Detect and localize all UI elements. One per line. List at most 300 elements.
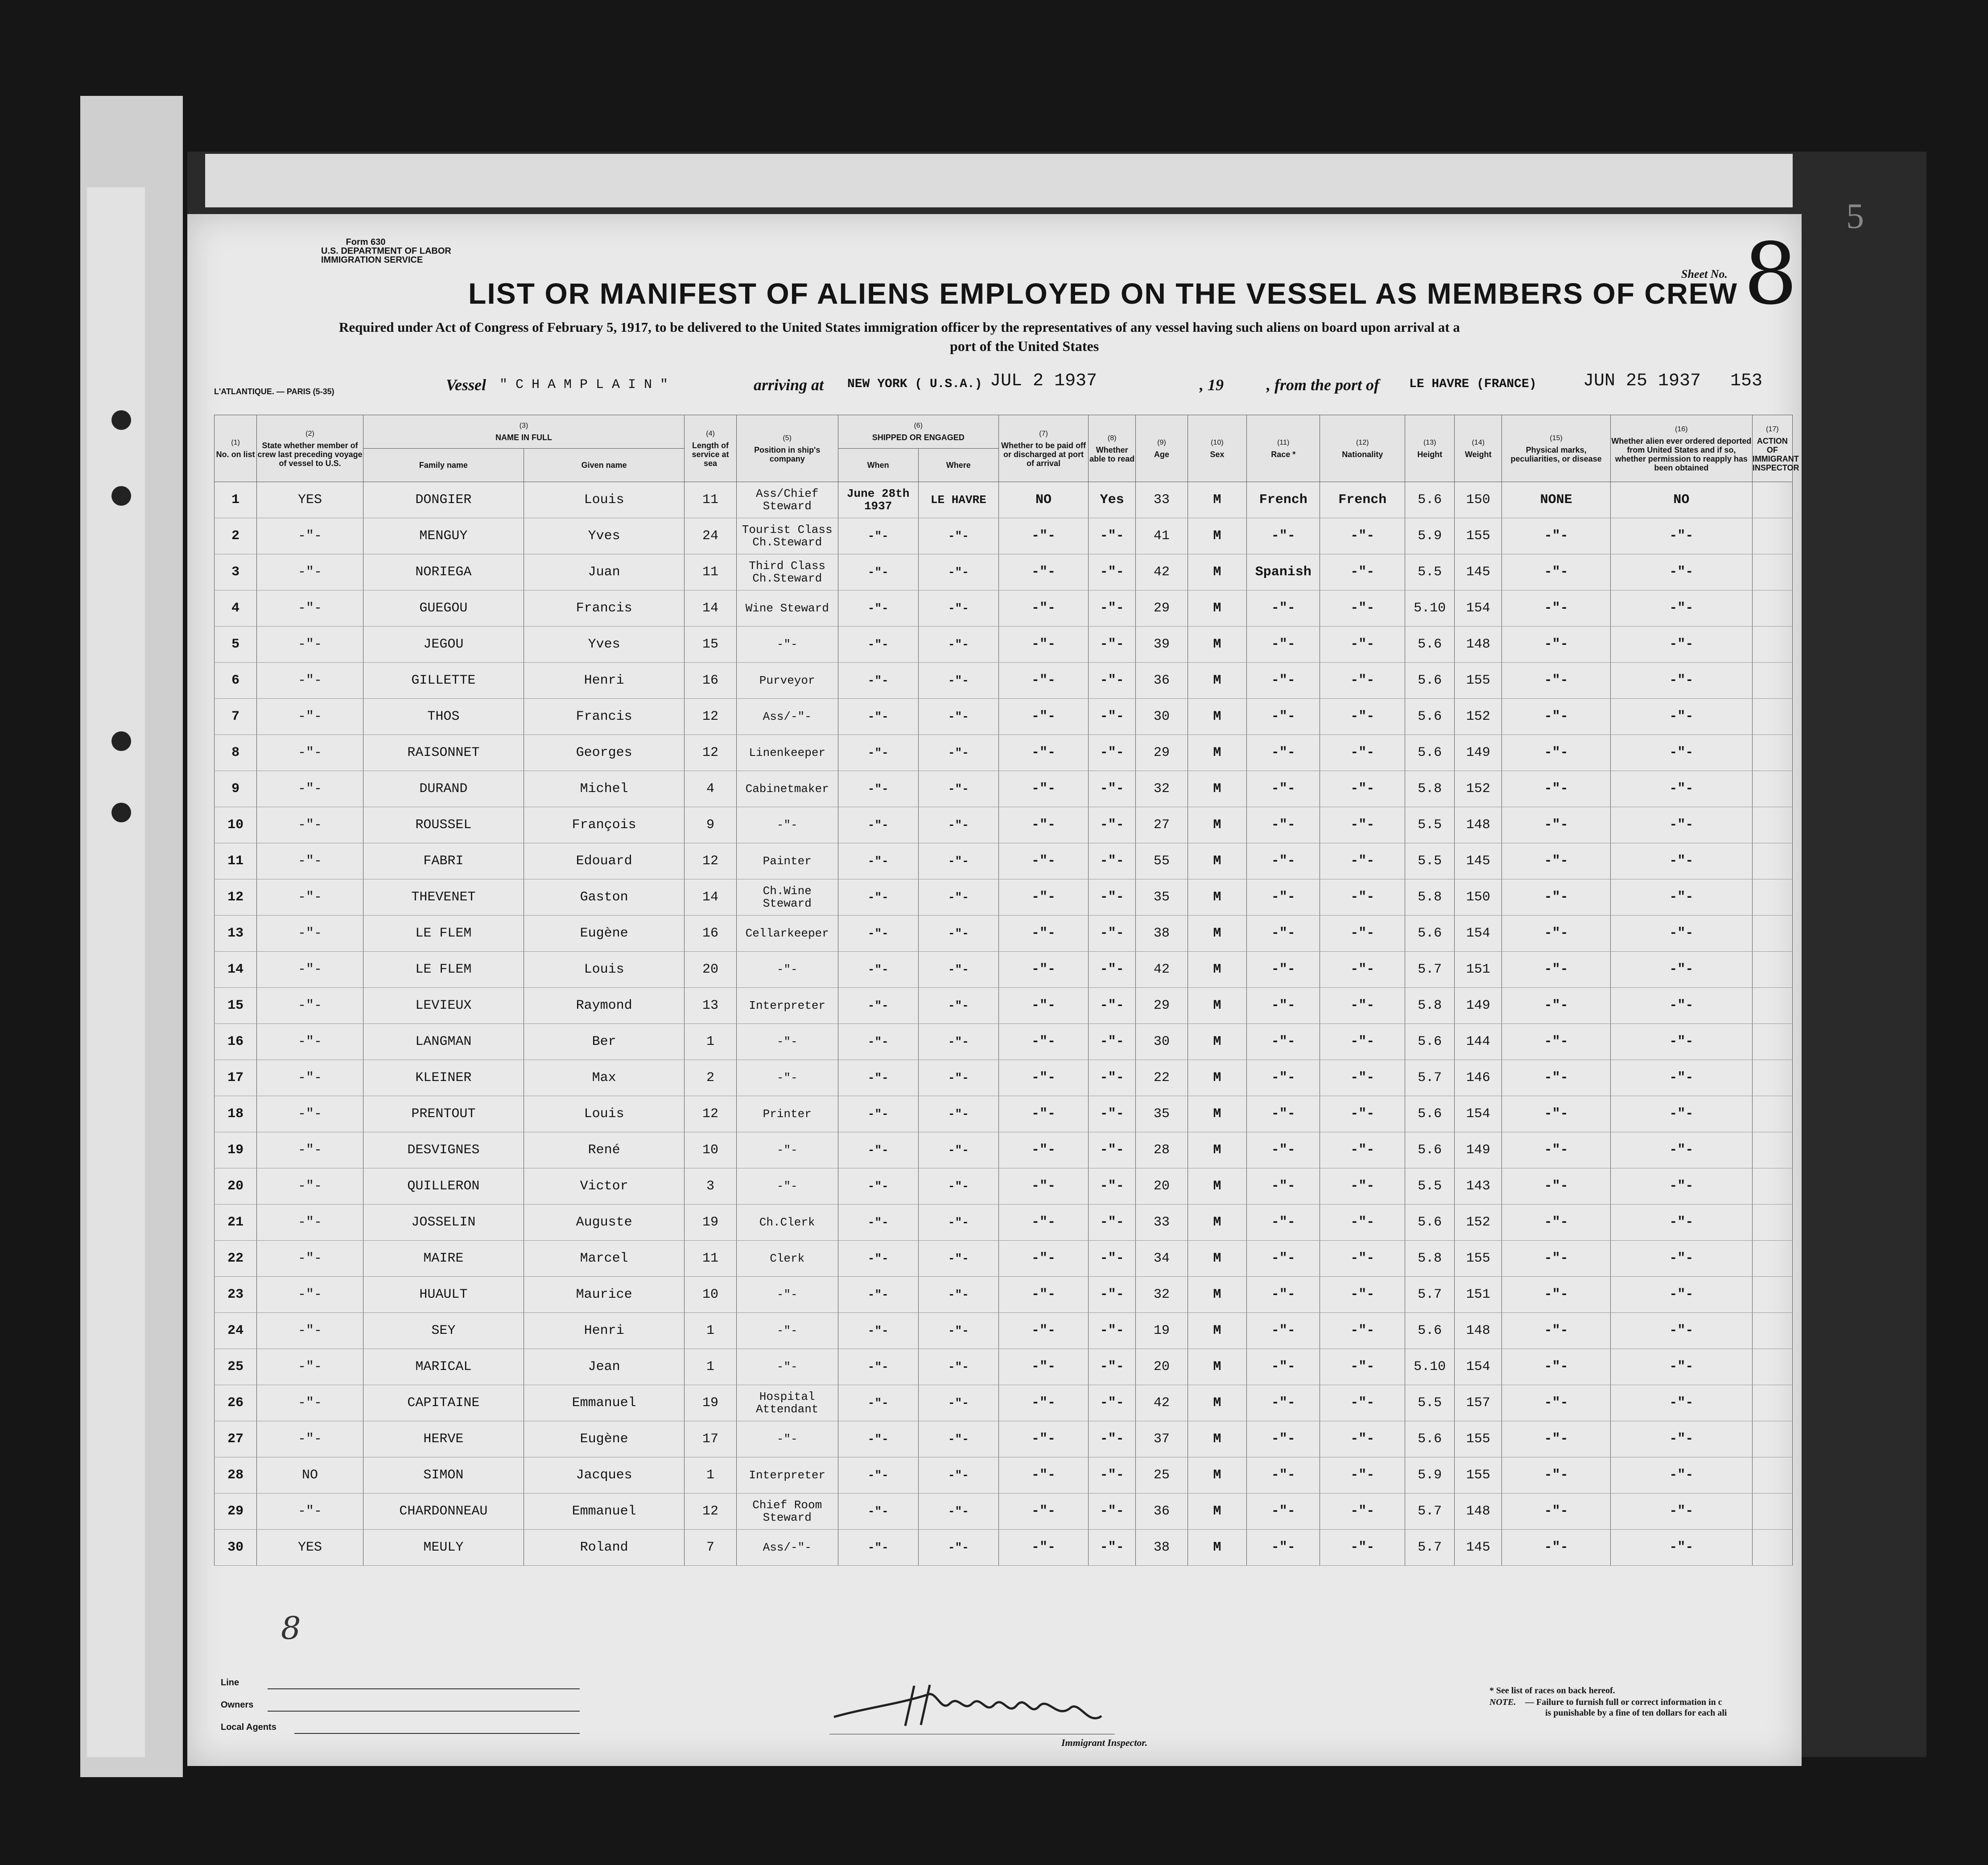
table-row [214, 1421, 1793, 1457]
cell-when: -"- [838, 807, 918, 843]
table-row [214, 807, 1793, 843]
cell-marks: -"- [1502, 952, 1611, 988]
cell-when: -"- [838, 627, 918, 663]
col-header-sex: (10) Sex [1188, 415, 1246, 482]
cell-weight: 151 [1455, 1277, 1502, 1313]
cell-weight: 143 [1455, 1168, 1502, 1205]
cell-given-name: Juan [524, 554, 685, 590]
cell-no: 3 [214, 554, 257, 590]
cell-no: 19 [214, 1132, 257, 1168]
cell-last-voyage: -"- [257, 1349, 363, 1385]
cell-when: -"- [838, 843, 918, 879]
cell-read: -"- [1089, 1132, 1136, 1168]
cell-where: -"- [918, 699, 998, 735]
cell-deported: -"- [1610, 518, 1752, 554]
cell-family-name: MARICAL [363, 1349, 524, 1385]
cell-when: -"- [838, 1168, 918, 1205]
cell-paid-off: -"- [998, 1132, 1088, 1168]
cell-family-name: SEY [363, 1313, 524, 1349]
cell-no: 18 [214, 1096, 257, 1132]
cell-age: 32 [1136, 1277, 1188, 1313]
cell-when: -"- [838, 1205, 918, 1241]
cell-paid-off: -"- [998, 1385, 1088, 1421]
cell-race: -"- [1247, 627, 1320, 663]
cell-position: -"- [736, 1277, 838, 1313]
cell-family-name: DESVIGNES [363, 1132, 524, 1168]
cell-read: -"- [1089, 699, 1136, 735]
cell-paid-off: -"- [998, 699, 1088, 735]
cell-no: 24 [214, 1313, 257, 1349]
cell-no: 23 [214, 1277, 257, 1313]
cell-age: 38 [1136, 916, 1188, 952]
cell-sex: M [1188, 952, 1246, 988]
department-name: U.S. DEPARTMENT OF LABOR [321, 246, 451, 256]
cell-marks: -"- [1502, 771, 1611, 807]
cell-race: -"- [1247, 735, 1320, 771]
cell-where: -"- [918, 1060, 998, 1096]
cell-deported: -"- [1610, 988, 1752, 1024]
cell-sex: M [1188, 879, 1246, 916]
cell-when: -"- [838, 663, 918, 699]
col-header-race: (11) Race * [1247, 415, 1320, 482]
cell-position: -"- [736, 1421, 838, 1457]
cell-height: 5.8 [1405, 879, 1455, 916]
cell-read: -"- [1089, 1277, 1136, 1313]
cell-when: -"- [838, 590, 918, 627]
col-header-inspector-action: (17) ACTION OF IMMIGRANT INSPECTOR [1752, 415, 1792, 482]
cell-marks: -"- [1502, 699, 1611, 735]
cell-position: -"- [736, 1024, 838, 1060]
cell-no: 26 [214, 1385, 257, 1421]
cell-race: -"- [1247, 1241, 1320, 1277]
cell-position: -"- [736, 627, 838, 663]
cell-when: -"- [838, 518, 918, 554]
cell-family-name: NORIEGA [363, 554, 524, 590]
cell-race: -"- [1247, 1024, 1320, 1060]
col-header-last-voyage: (2) State whether member of crew last preceding voyage of vessel to U.S. [257, 415, 363, 482]
cell-family-name: FABRI [363, 843, 524, 879]
cell-marks: -"- [1502, 807, 1611, 843]
cell-inspector-action [1752, 1168, 1792, 1205]
cell-height: 5.8 [1405, 988, 1455, 1024]
cell-paid-off: -"- [998, 1421, 1088, 1457]
cell-height: 5.6 [1405, 482, 1455, 518]
cell-paid-off: -"- [998, 518, 1088, 554]
cell-read: -"- [1089, 1205, 1136, 1241]
cell-where: -"- [918, 1530, 998, 1566]
cell-nationality: -"- [1320, 1205, 1405, 1241]
cell-age: 19 [1136, 1313, 1188, 1349]
cell-paid-off: -"- [998, 916, 1088, 952]
cell-paid-off: -"- [998, 1024, 1088, 1060]
cell-deported: -"- [1610, 1205, 1752, 1241]
cell-read: -"- [1089, 879, 1136, 916]
cell-age: 42 [1136, 952, 1188, 988]
cell-family-name: SIMON [363, 1457, 524, 1494]
cell-position: Tourist Class Ch.Steward [736, 518, 838, 554]
cell-deported: -"- [1610, 952, 1752, 988]
cell-service: 9 [685, 807, 737, 843]
cell-read: -"- [1089, 771, 1136, 807]
cell-sex: M [1188, 518, 1246, 554]
subtitle-line-2: port of the United States [950, 338, 1099, 354]
cell-paid-off: -"- [998, 554, 1088, 590]
cell-family-name: PRENTOUT [363, 1096, 524, 1132]
cell-inspector-action [1752, 1494, 1792, 1530]
cell-given-name: Jean [524, 1349, 685, 1385]
cell-marks: -"- [1502, 735, 1611, 771]
cell-inspector-action [1752, 1385, 1792, 1421]
cell-no: 17 [214, 1060, 257, 1096]
cell-deported: -"- [1610, 699, 1752, 735]
table-row [214, 1313, 1793, 1349]
cell-weight: 148 [1455, 1494, 1502, 1530]
cell-family-name: THEVENET [363, 879, 524, 916]
cell-sex: M [1188, 1024, 1246, 1060]
cell-inspector-action [1752, 1277, 1792, 1313]
cell-height: 5.10 [1405, 590, 1455, 627]
cell-given-name: Yves [524, 518, 685, 554]
cell-position: -"- [736, 1060, 838, 1096]
cell-inspector-action [1752, 1205, 1792, 1241]
cell-inspector-action [1752, 1349, 1792, 1385]
cell-age: 28 [1136, 1132, 1188, 1168]
note-text-2: is punishable by a fine of ten dollars for each ali [1545, 1708, 1727, 1718]
cell-inspector-action [1752, 807, 1792, 843]
cell-no: 14 [214, 952, 257, 988]
from-label: , from the port of [1266, 376, 1380, 394]
agents-rule [294, 1733, 580, 1734]
cell-height: 5.5 [1405, 843, 1455, 879]
cell-inspector-action [1752, 988, 1792, 1024]
back-sheet-top [205, 154, 1793, 207]
line-label: Line [221, 1678, 239, 1688]
cell-paid-off: -"- [998, 1205, 1088, 1241]
note-text-1: — Failure to furnish full or correct information in c [1525, 1697, 1722, 1707]
cell-position: Linenkeeper [736, 735, 838, 771]
cell-family-name: MAIRE [363, 1241, 524, 1277]
cell-age: 35 [1136, 879, 1188, 916]
cell-last-voyage: -"- [257, 1096, 363, 1132]
cell-family-name: MENGUY [363, 518, 524, 554]
cell-last-voyage: -"- [257, 1277, 363, 1313]
cell-age: 30 [1136, 1024, 1188, 1060]
cell-service: 1 [685, 1349, 737, 1385]
cell-marks: -"- [1502, 1277, 1611, 1313]
cell-weight: 154 [1455, 916, 1502, 952]
cell-position: Interpreter [736, 1457, 838, 1494]
cell-no: 21 [214, 1205, 257, 1241]
cell-inspector-action [1752, 1060, 1792, 1096]
cell-nationality: -"- [1320, 843, 1405, 879]
cell-weight: 149 [1455, 1132, 1502, 1168]
cell-when: -"- [838, 1530, 918, 1566]
cell-height: 5.5 [1405, 1385, 1455, 1421]
cell-nationality: -"- [1320, 663, 1405, 699]
table-row [214, 518, 1793, 554]
cell-age: 42 [1136, 554, 1188, 590]
cell-read: -"- [1089, 843, 1136, 879]
cell-deported: -"- [1610, 843, 1752, 879]
cell-where: -"- [918, 1205, 998, 1241]
cell-weight: 144 [1455, 1024, 1502, 1060]
cell-weight: 146 [1455, 1060, 1502, 1096]
cell-paid-off: -"- [998, 1096, 1088, 1132]
cell-where: -"- [918, 1385, 998, 1421]
cell-height: 5.5 [1405, 807, 1455, 843]
cell-read: -"- [1089, 1241, 1136, 1277]
cell-height: 5.7 [1405, 1494, 1455, 1530]
cell-position: Ch.Clerk [736, 1205, 838, 1241]
cell-sex: M [1188, 1060, 1246, 1096]
cell-where: LE HAVRE [918, 482, 998, 518]
cell-deported: -"- [1610, 1241, 1752, 1277]
cell-weight: 155 [1455, 1241, 1502, 1277]
cell-given-name: Eugène [524, 1421, 685, 1457]
cell-service: 12 [685, 843, 737, 879]
cell-inspector-action [1752, 1241, 1792, 1277]
table-row [214, 952, 1793, 988]
cell-last-voyage: -"- [257, 771, 363, 807]
cell-service: 1 [685, 1024, 737, 1060]
cell-where: -"- [918, 1277, 998, 1313]
cell-weight: 148 [1455, 807, 1502, 843]
cell-height: 5.6 [1405, 627, 1455, 663]
cell-last-voyage: -"- [257, 627, 363, 663]
cell-nationality: -"- [1320, 1421, 1405, 1457]
cell-deported: NO [1610, 482, 1752, 518]
cell-nationality: -"- [1320, 1241, 1405, 1277]
page-number: 153 [1730, 371, 1763, 391]
cell-when: -"- [838, 879, 918, 916]
cell-service: 10 [685, 1277, 737, 1313]
cell-nationality: -"- [1320, 807, 1405, 843]
binder-hole [111, 803, 131, 822]
cell-no: 16 [214, 1024, 257, 1060]
cell-service: 4 [685, 771, 737, 807]
cell-position: Wine Steward [736, 590, 838, 627]
col-header-height: (13) Height [1405, 415, 1455, 482]
cell-nationality: -"- [1320, 1277, 1405, 1313]
cell-when: -"- [838, 1494, 918, 1530]
cell-when: -"- [838, 1421, 918, 1457]
cell-where: -"- [918, 627, 998, 663]
owners-label: Owners [221, 1700, 254, 1710]
cell-race: -"- [1247, 663, 1320, 699]
cell-height: 5.6 [1405, 663, 1455, 699]
cell-position: Printer [736, 1096, 838, 1132]
cell-paid-off: -"- [998, 590, 1088, 627]
cell-paid-off: -"- [998, 807, 1088, 843]
cell-paid-off: -"- [998, 735, 1088, 771]
cell-weight: 152 [1455, 771, 1502, 807]
cell-given-name: Gaston [524, 879, 685, 916]
cell-deported: -"- [1610, 1313, 1752, 1349]
arrival-date-stamp: JUL 2 1937 [990, 371, 1097, 391]
cell-service: 3 [685, 1168, 737, 1205]
cell-deported: -"- [1610, 663, 1752, 699]
cell-age: 35 [1136, 1096, 1188, 1132]
cell-read: Yes [1089, 482, 1136, 518]
cell-marks: -"- [1502, 1241, 1611, 1277]
cell-paid-off: -"- [998, 1494, 1088, 1530]
local-agents-label: Local Agents [221, 1722, 276, 1732]
cell-service: 20 [685, 952, 737, 988]
cell-deported: -"- [1610, 807, 1752, 843]
cell-marks: -"- [1502, 518, 1611, 554]
cell-last-voyage: -"- [257, 1385, 363, 1421]
cell-when: -"- [838, 1277, 918, 1313]
cell-where: -"- [918, 843, 998, 879]
cell-nationality: -"- [1320, 590, 1405, 627]
cell-sex: M [1188, 1205, 1246, 1241]
immigrant-inspector-label: Immigrant Inspector. [1061, 1737, 1148, 1748]
cell-no: 9 [214, 771, 257, 807]
line-rule [268, 1688, 580, 1689]
cell-last-voyage: -"- [257, 952, 363, 988]
owners-rule [268, 1711, 580, 1712]
cell-last-voyage: -"- [257, 663, 363, 699]
handwritten-count: 8 [281, 1610, 301, 1646]
cell-sex: M [1188, 1241, 1246, 1277]
binder-hole [111, 486, 131, 506]
cell-no: 2 [214, 518, 257, 554]
cell-when: -"- [838, 1457, 918, 1494]
cell-where: -"- [918, 1168, 998, 1205]
cell-read: -"- [1089, 627, 1136, 663]
service-name: IMMIGRATION SERVICE [321, 255, 423, 265]
cell-where: -"- [918, 518, 998, 554]
cell-family-name: CAPITAINE [363, 1385, 524, 1421]
cell-weight: 155 [1455, 518, 1502, 554]
cell-nationality: -"- [1320, 699, 1405, 735]
table-row [214, 1132, 1793, 1168]
cell-sex: M [1188, 663, 1246, 699]
cell-weight: 148 [1455, 627, 1502, 663]
cell-given-name: Eugène [524, 916, 685, 952]
cell-height: 5.9 [1405, 518, 1455, 554]
cell-read: -"- [1089, 1385, 1136, 1421]
table-row [214, 1277, 1793, 1313]
cell-nationality: -"- [1320, 1060, 1405, 1096]
cell-sex: M [1188, 1168, 1246, 1205]
cell-where: -"- [918, 1313, 998, 1349]
table-row [214, 627, 1793, 663]
cell-race: -"- [1247, 952, 1320, 988]
cell-height: 5.5 [1405, 554, 1455, 590]
sheet-label: Sheet No. [1681, 268, 1728, 281]
cell-race: -"- [1247, 1132, 1320, 1168]
cell-sex: M [1188, 554, 1246, 590]
cell-where: -"- [918, 663, 998, 699]
cell-read: -"- [1089, 1349, 1136, 1385]
cell-race: -"- [1247, 518, 1320, 554]
cell-no: 5 [214, 627, 257, 663]
cell-family-name: QUILLERON [363, 1168, 524, 1205]
cell-marks: -"- [1502, 554, 1611, 590]
cell-service: 11 [685, 482, 737, 518]
cell-read: -"- [1089, 1024, 1136, 1060]
cell-weight: 145 [1455, 554, 1502, 590]
col-header-shipped: (6) SHIPPED OR ENGAGED [838, 415, 998, 449]
cell-no: 30 [214, 1530, 257, 1566]
cell-race: -"- [1247, 1421, 1320, 1457]
cell-age: 38 [1136, 1530, 1188, 1566]
cell-age: 39 [1136, 627, 1188, 663]
cell-inspector-action [1752, 554, 1792, 590]
cell-given-name: Henri [524, 1313, 685, 1349]
cell-family-name: JOSSELIN [363, 1205, 524, 1241]
table-row [214, 482, 1793, 518]
cell-inspector-action [1752, 482, 1792, 518]
binder-hole [111, 731, 131, 751]
cell-last-voyage: YES [257, 1530, 363, 1566]
cell-no: 12 [214, 879, 257, 916]
cell-weight: 145 [1455, 1530, 1502, 1566]
cell-race: -"- [1247, 1349, 1320, 1385]
cell-deported: -"- [1610, 1494, 1752, 1530]
cell-given-name: Louis [524, 952, 685, 988]
cell-no: 11 [214, 843, 257, 879]
cell-nationality: -"- [1320, 1385, 1405, 1421]
cell-age: 36 [1136, 663, 1188, 699]
cell-last-voyage: YES [257, 482, 363, 518]
cell-given-name: Ber [524, 1024, 685, 1060]
cell-family-name: KLEINER [363, 1060, 524, 1096]
cell-where: -"- [918, 1096, 998, 1132]
cell-nationality: -"- [1320, 1530, 1405, 1566]
col-header-position: (5) Position in ship's company [736, 415, 838, 482]
cell-where: -"- [918, 1421, 998, 1457]
cell-paid-off: -"- [998, 1241, 1088, 1277]
cell-sex: M [1188, 1132, 1246, 1168]
cell-no: 13 [214, 916, 257, 952]
cell-marks: -"- [1502, 916, 1611, 952]
col-header-read: (8) Whether able to read [1089, 415, 1136, 482]
cell-service: 14 [685, 590, 737, 627]
cell-nationality: French [1320, 482, 1405, 518]
cell-when: -"- [838, 771, 918, 807]
cell-weight: 151 [1455, 952, 1502, 988]
cell-marks: -"- [1502, 590, 1611, 627]
cell-when: -"- [838, 1385, 918, 1421]
cell-paid-off: -"- [998, 988, 1088, 1024]
cell-nationality: -"- [1320, 1132, 1405, 1168]
cell-race: -"- [1247, 1457, 1320, 1494]
cell-family-name: RAISONNET [363, 735, 524, 771]
cell-height: 5.7 [1405, 1060, 1455, 1096]
cell-service: 13 [685, 988, 737, 1024]
note-label: NOTE. [1489, 1697, 1516, 1707]
table-row [214, 988, 1793, 1024]
cell-read: -"- [1089, 1421, 1136, 1457]
cell-deported: -"- [1610, 771, 1752, 807]
cell-marks: -"- [1502, 1096, 1611, 1132]
col-header-no: (1) No. on list [214, 415, 257, 482]
cell-given-name: René [524, 1132, 685, 1168]
cell-read: -"- [1089, 735, 1136, 771]
cell-marks: -"- [1502, 1132, 1611, 1168]
cell-race: -"- [1247, 699, 1320, 735]
crew-manifest-table [214, 415, 1799, 1566]
cell-where: -"- [918, 1494, 998, 1530]
cell-height: 5.7 [1405, 1530, 1455, 1566]
cell-when: -"- [838, 735, 918, 771]
arrival-port: NEW YORK ( U.S.A.) [847, 377, 982, 391]
cell-no: 29 [214, 1494, 257, 1530]
cell-race: -"- [1247, 916, 1320, 952]
cell-marks: -"- [1502, 663, 1611, 699]
